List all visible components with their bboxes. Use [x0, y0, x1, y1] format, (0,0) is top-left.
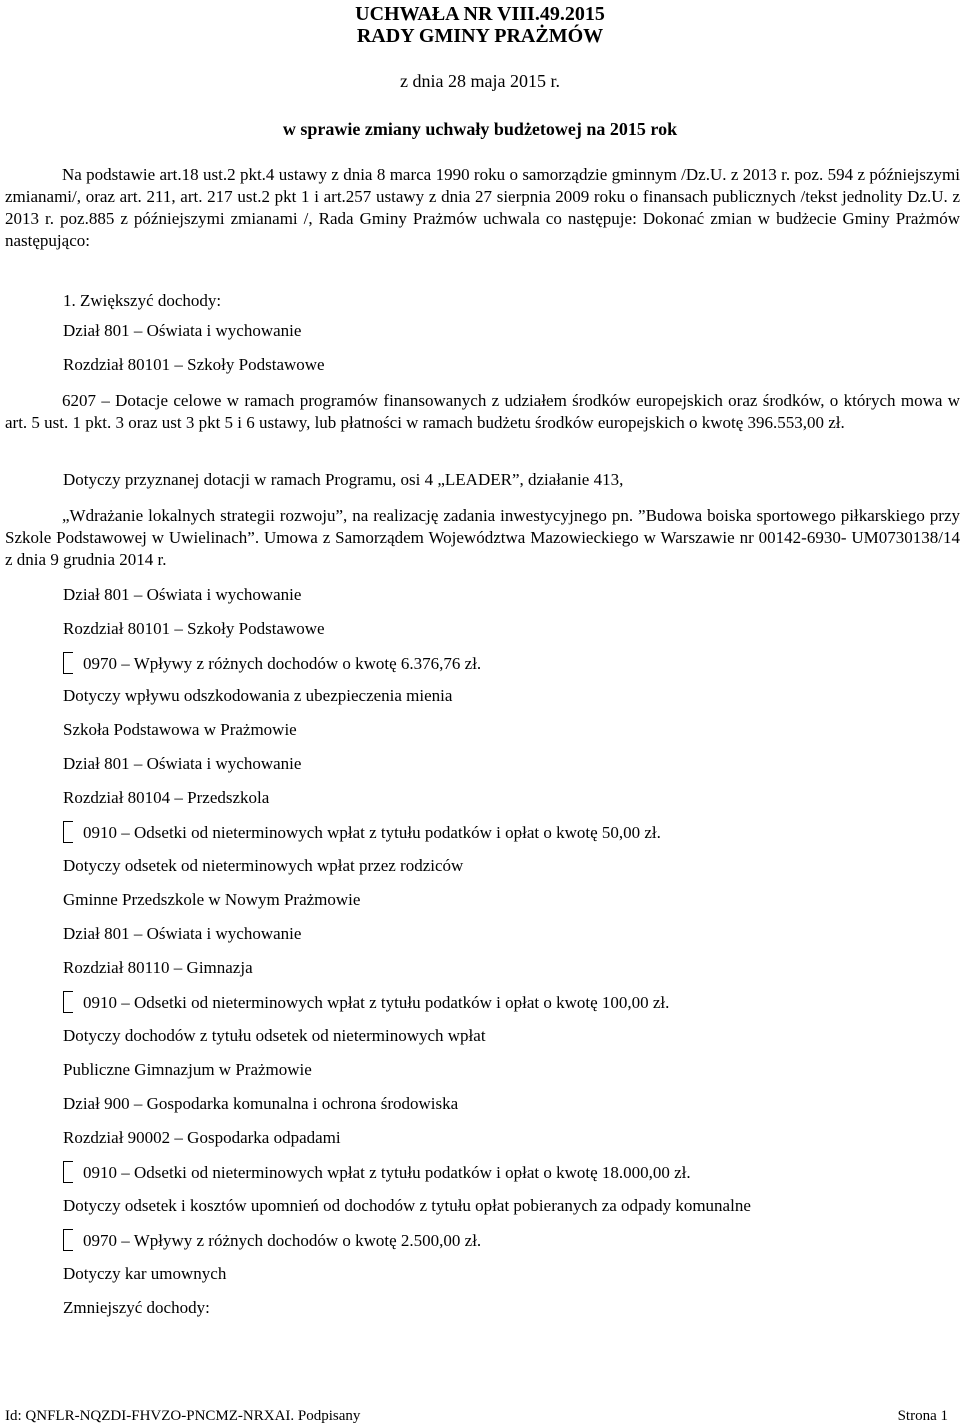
note: Dotyczy kar umownych: [63, 1264, 227, 1283]
dzial-801: Dział 801 – Oświata i wychowanie: [63, 585, 302, 604]
section-increase-income: 1. Zwiększyć dochody:: [63, 291, 222, 310]
page-number: Strona 1: [897, 1408, 948, 1424]
rozdzial-80104: Rozdział 80104 – Przedszkola: [63, 788, 270, 807]
dzial-801: Dział 801 – Oświata i wychowanie: [63, 321, 302, 340]
rozdzial-90002: Rozdział 90002 – Gospodarka odpadami: [63, 1128, 341, 1147]
rozdzial-80110: Rozdział 80110 – Gimnazja: [63, 958, 253, 977]
section-decrease-income: Zmniejszyć dochody:: [63, 1298, 210, 1317]
note: Dotyczy odsetek od nieterminowych wpłat przez rodziców: [63, 856, 464, 875]
bracket-marker: [63, 652, 73, 674]
item-0910: 0910 – Odsetki od nieterminowych wpłat z tytułu podatków i opłat o kwotę 50,00 zł.: [63, 821, 661, 844]
item-0910: 0910 – Odsetki od nieterminowych wpłat z tytułu podatków i opłat o kwotę 18.000,00 zł.: [63, 1161, 691, 1184]
bracket-marker: [63, 1161, 73, 1183]
item-6207: 6207 – Dotacje celowe w ramach programów finansowanych z udziałem środków europejskich oraz środków, o których mowa w art. 5 ust. 1 pkt. 3 oraz ust 3 pkt 5 i 6 ustawy, lub płatności w ramach budżetu środków europejskich o kwotę 396.553,00 zł.: [5, 391, 960, 432]
item-0970: 0970 – Wpływy z różnych dochodów o kwotę 2.500,00 zł.: [63, 1229, 481, 1252]
item-0970: 0970 – Wpływy z różnych dochodów o kwotę 6.376,76 zł.: [63, 652, 481, 675]
unit-name: Publiczne Gimnazjum w Prażmowie: [63, 1060, 312, 1079]
note: Dotyczy wpływu odszkodowania z ubezpieczenia mienia: [63, 686, 453, 705]
preamble-paragraph: Na podstawie art.18 ust.2 pkt.4 ustawy z dnia 8 marca 1990 roku o samorządzie gminnym /Dz.U. z 2013 r. poz. 594 z późniejszymi zmianami/, oraz art. 211, art. 217 ust.2 pkt 1 i art.257 ustawy z dnia 27 sierpnia 2009 roku o finansach publicznych /tekst jednolity Dz.U. z 2013 r. poz.885 z późniejszymi zmianami /, Rada Gminy Prażmów uchwala co następuje: Dokonać zmian w budżecie Gminy Prażmów następująco:: [5, 165, 960, 250]
rozdzial-80101: Rozdział 80101 – Szkoły Podstawowe: [63, 619, 325, 638]
unit-name: Szkoła Podstawowa w Prażmowie: [63, 720, 297, 739]
document-title-line2: RADY GMINY PRAŻMÓW: [356, 25, 604, 47]
bracket-marker: [63, 821, 73, 843]
document-subject: w sprawie zmiany uchwały budżetowej na 2015 rok: [282, 119, 678, 139]
rozdzial-80101: Rozdział 80101 – Szkoły Podstawowe: [63, 355, 325, 374]
unit-name: Gminne Przedszkole w Nowym Prażmowie: [63, 890, 361, 909]
document-id: Id: QNFLR-NQZDI-FHVZO-PNCMZ-NRXAI. Podpisany: [5, 1408, 361, 1424]
note: Dotyczy dochodów z tytułu odsetek od nieterminowych wpłat: [63, 1026, 486, 1045]
dzial-900: Dział 900 – Gospodarka komunalna i ochrona środowiska: [63, 1094, 459, 1113]
leader-description: „Wdrażanie lokalnych strategii rozwoju”, na realizację zadania inwestycyjnego pn. ”Budowa boiska sportowego piłkarskiego przy Szkole Podstawowej w Uwielinach”. Umowa z Samorządem Województwa Mazowieckiego w Warszawie nr 00142-6930- UM0730138/14 z dnia 9 grudnia 2014 r.: [5, 506, 960, 569]
dzial-801: Dział 801 – Oświata i wychowanie: [63, 924, 302, 943]
leader-note: Dotyczy przyznanej dotacji w ramach Programu, osi 4 „LEADER”, działanie 413,: [63, 470, 624, 489]
note: Dotyczy odsetek i kosztów upomnień od dochodów z tytułu opłat pobieranych za odpady komunalne: [63, 1196, 751, 1215]
dzial-801: Dział 801 – Oświata i wychowanie: [63, 754, 302, 773]
bracket-marker: [63, 1229, 73, 1251]
document-title-line1: UCHWAŁA NR VIII.49.2015: [355, 3, 605, 25]
item-0910: 0910 – Odsetki od nieterminowych wpłat z tytułu podatków i opłat o kwotę 100,00 zł.: [63, 991, 669, 1014]
bracket-marker: [63, 991, 73, 1013]
document-date: z dnia 28 maja 2015 r.: [400, 71, 560, 91]
